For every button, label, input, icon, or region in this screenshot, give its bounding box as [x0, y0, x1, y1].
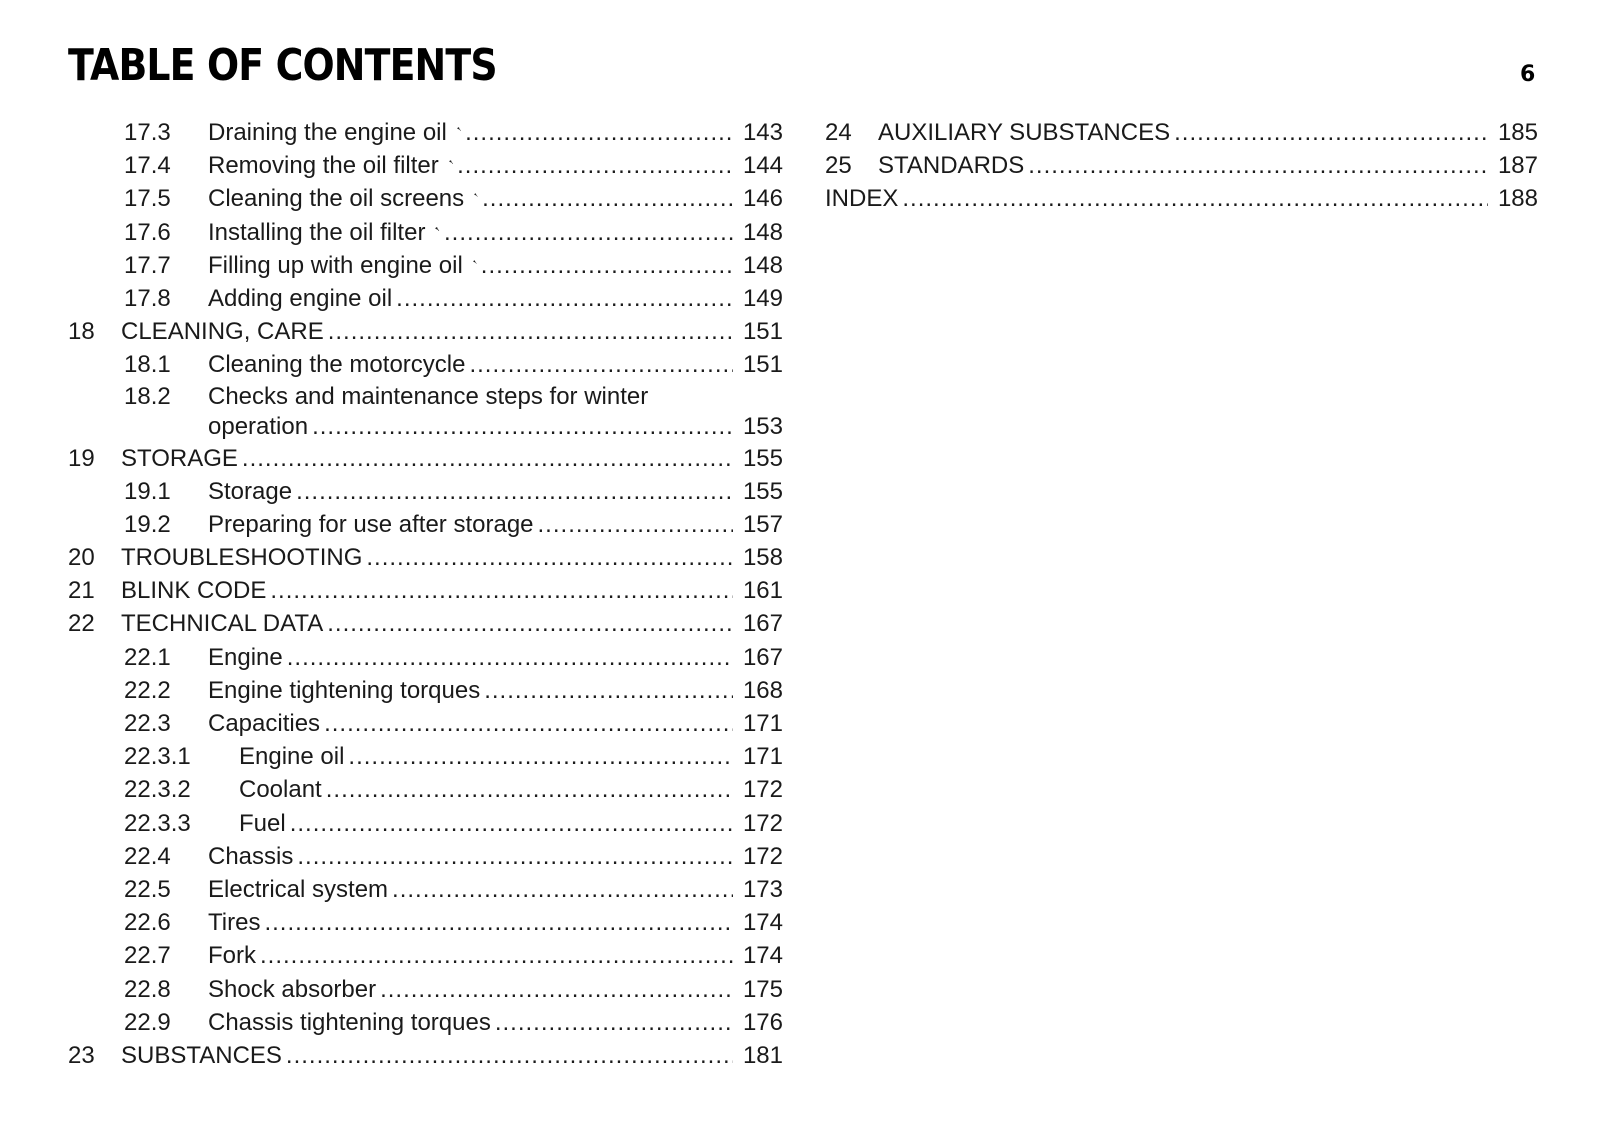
- toc-chapter[interactable]: [68, 442, 783, 475]
- toc-subentry[interactable]: [68, 740, 783, 773]
- entry-page: 148: [742, 251, 783, 279]
- entry-page: 181: [742, 1041, 783, 1069]
- entry-page: 144: [742, 152, 783, 180]
- entry-label: Coolant: [239, 776, 322, 804]
- wrench-icon: [473, 251, 477, 273]
- entry-number: 22.6: [124, 909, 171, 937]
- entry-number: 18.2: [124, 382, 171, 410]
- entry-label-continued: operation: [208, 412, 309, 440]
- leader-dots: [264, 906, 733, 939]
- entry-number: 17.5: [124, 185, 171, 213]
- leader-dots: [260, 939, 733, 972]
- leader-dots: [469, 348, 733, 381]
- toc-entry[interactable]: [68, 116, 783, 149]
- entry-page: 161: [742, 577, 783, 605]
- entry-page: 153: [742, 412, 783, 440]
- entry-number: 22: [68, 610, 95, 638]
- entry-page: 155: [742, 477, 783, 505]
- entry-page: 176: [742, 1008, 783, 1036]
- leader-dots: [482, 182, 733, 215]
- entry-number: 22.2: [124, 676, 171, 704]
- entry-number: 22.4: [124, 842, 171, 870]
- entry-label: Shock absorber: [208, 975, 377, 1003]
- entry-label: Chassis tightening torques: [208, 1008, 491, 1036]
- entry-page: 151: [742, 318, 783, 346]
- entry-label: Removing the oil filter: [208, 152, 439, 180]
- toc-entry[interactable]: [68, 973, 783, 1006]
- toc-subentry[interactable]: [68, 773, 783, 806]
- entry-page: 172: [742, 809, 783, 837]
- entry-label: INDEX: [825, 185, 899, 213]
- entry-number: 18: [68, 318, 95, 346]
- toc-entry[interactable]: [68, 906, 783, 939]
- toc-entry[interactable]: [68, 282, 783, 315]
- entry-number: 21: [68, 577, 95, 605]
- toc-right-column: [825, 116, 1538, 216]
- leader-dots: [312, 412, 733, 442]
- entry-number: 22.9: [124, 1008, 171, 1036]
- toc-entry[interactable]: [68, 149, 783, 182]
- leader-dots: [1174, 116, 1488, 149]
- entry-page: 157: [742, 510, 783, 538]
- entry-number: 22.1: [124, 643, 171, 671]
- page-title: TABLE OF CONTENTS: [68, 40, 497, 91]
- toc-chapter[interactable]: [68, 315, 783, 348]
- entry-page: 172: [742, 776, 783, 804]
- toc-entry[interactable]: [68, 182, 783, 215]
- entry-number: 22.3.3: [124, 809, 191, 837]
- entry-number: 19: [68, 444, 95, 472]
- entry-page: 171: [742, 710, 783, 737]
- leader-dots: [457, 149, 733, 182]
- entry-page: 158: [742, 544, 783, 572]
- wrench-icon: [449, 151, 453, 173]
- entry-page: 143: [742, 119, 783, 146]
- entry-label: Capacities: [208, 710, 321, 737]
- leader-dots: [444, 216, 733, 249]
- entry-number: 22.5: [124, 875, 171, 903]
- toc-entry[interactable]: [68, 674, 783, 707]
- entry-number: 19.2: [124, 510, 171, 538]
- entry-page: 188: [1497, 185, 1538, 213]
- leader-dots: [481, 249, 733, 282]
- toc-entry[interactable]: [68, 216, 783, 249]
- entry-page: 175: [742, 975, 783, 1003]
- entry-page: 174: [742, 942, 783, 970]
- entry-number: 22.3.1: [124, 743, 191, 771]
- entry-page: 155: [742, 444, 783, 472]
- toc-entry[interactable]: [68, 641, 783, 674]
- entry-page: 167: [742, 643, 783, 671]
- entry-number: 17.6: [124, 218, 171, 246]
- entry-number: 24: [825, 119, 852, 146]
- entry-label: STANDARDS: [878, 152, 1025, 180]
- leader-dots: [392, 873, 733, 906]
- entry-label: SUBSTANCES: [121, 1041, 282, 1069]
- entry-page: 148: [742, 218, 783, 246]
- entry-number: 17.3: [124, 119, 171, 146]
- toc-chapter[interactable]: [825, 149, 1538, 182]
- entry-label: AUXILIARY SUBSTANCES: [878, 119, 1171, 146]
- toc-chapter[interactable]: [68, 607, 783, 640]
- entry-label: Filling up with engine oil: [208, 251, 463, 279]
- entry-page: 151: [742, 351, 783, 379]
- leader-dots: [327, 607, 733, 640]
- leader-dots: [324, 707, 733, 740]
- entry-number: 20: [68, 544, 95, 572]
- entry-page: 187: [1497, 152, 1538, 180]
- toc-index[interactable]: [825, 182, 1538, 215]
- entry-number: 25: [825, 152, 852, 180]
- leader-dots: [242, 442, 733, 475]
- entry-page: 174: [742, 909, 783, 937]
- entry-label: Cleaning the oil screens: [208, 185, 465, 213]
- toc-entry[interactable]: [68, 475, 783, 508]
- entry-label: Engine: [208, 643, 283, 671]
- leader-dots: [484, 674, 733, 707]
- entry-number: 22.8: [124, 975, 171, 1003]
- entry-number: 17.8: [124, 284, 171, 312]
- entry-page: 168: [742, 676, 783, 704]
- entry-page: 167: [742, 610, 783, 638]
- toc-entry[interactable]: [68, 939, 783, 972]
- entry-page: 146: [742, 185, 783, 213]
- leader-dots: [1028, 149, 1488, 182]
- page-number: 6: [1520, 62, 1536, 87]
- toc-chapter[interactable]: [68, 574, 783, 607]
- entry-number: 22.3.2: [124, 776, 191, 804]
- toc-chapter[interactable]: [825, 116, 1538, 149]
- entry-number: 17.7: [124, 251, 171, 279]
- entry-page: 172: [742, 842, 783, 870]
- entry-page: 171: [742, 743, 783, 771]
- toc-entry[interactable]: [68, 508, 783, 541]
- entry-number: 22.3: [124, 710, 171, 737]
- entry-label: Engine oil: [239, 743, 345, 771]
- entry-label: CLEANING, CARE: [121, 318, 324, 346]
- toc-entry[interactable]: [68, 249, 783, 282]
- leader-dots: [348, 740, 733, 773]
- entry-number: 19.1: [124, 477, 171, 505]
- leader-dots: [495, 1006, 733, 1039]
- leader-dots: [286, 1039, 733, 1072]
- toc-entry[interactable]: [68, 1006, 783, 1039]
- leader-dots: [902, 182, 1488, 215]
- toc-chapter[interactable]: [68, 1039, 783, 1072]
- toc-entry[interactable]: [68, 873, 783, 906]
- wrench-icon: [457, 118, 461, 140]
- leader-dots: [287, 641, 733, 674]
- entry-label: Checks and maintenance steps for winter: [208, 382, 649, 410]
- entry-label: Cleaning the motorcycle: [208, 351, 466, 379]
- entry-label: Storage: [208, 477, 293, 505]
- leader-dots: [297, 840, 733, 873]
- toc-entry[interactable]: [68, 840, 783, 873]
- entry-label: Adding engine oil: [208, 284, 393, 312]
- entry-label: STORAGE: [121, 444, 238, 472]
- toc-left-column: [68, 116, 783, 1072]
- entry-label: Draining the engine oil: [208, 119, 447, 146]
- leader-dots: [290, 807, 733, 840]
- entry-label: Fork: [208, 942, 256, 970]
- leader-dots: [380, 973, 733, 1006]
- entry-page: 173: [742, 875, 783, 903]
- entry-number: 23: [68, 1041, 95, 1069]
- toc-entry[interactable]: [68, 707, 783, 740]
- leader-dots: [270, 574, 733, 607]
- entry-page: 185: [1497, 119, 1538, 146]
- toc-subentry[interactable]: [68, 807, 783, 840]
- leader-dots: [538, 508, 733, 541]
- wrench-icon: [474, 184, 478, 206]
- entry-page: 149: [742, 284, 783, 312]
- entry-label: Fuel: [239, 809, 286, 837]
- leader-dots: [328, 315, 733, 348]
- entry-number: 18.1: [124, 351, 171, 379]
- leader-dots: [326, 773, 733, 806]
- entry-label: TECHNICAL DATA: [121, 610, 324, 638]
- entry-label: BLINK CODE: [121, 577, 267, 605]
- entry-label: Engine tightening torques: [208, 676, 481, 704]
- entry-number: 22.7: [124, 942, 171, 970]
- leader-dots: [396, 282, 733, 315]
- entry-label: Electrical system: [208, 875, 389, 903]
- entry-label: Chassis: [208, 842, 294, 870]
- entry-label: TROUBLESHOOTING: [121, 544, 363, 572]
- toc-entry[interactable]: [68, 382, 783, 442]
- entry-number: 17.4: [124, 152, 171, 180]
- leader-dots: [366, 541, 733, 574]
- entry-label: Installing the oil filter: [208, 218, 426, 246]
- toc-entry[interactable]: [68, 348, 783, 381]
- entry-label: Preparing for use after storage: [208, 510, 534, 538]
- leader-dots: [296, 475, 733, 508]
- toc-chapter[interactable]: [68, 541, 783, 574]
- entry-label: Tires: [208, 909, 261, 937]
- leader-dots: [465, 116, 733, 149]
- wrench-icon: [435, 218, 440, 240]
